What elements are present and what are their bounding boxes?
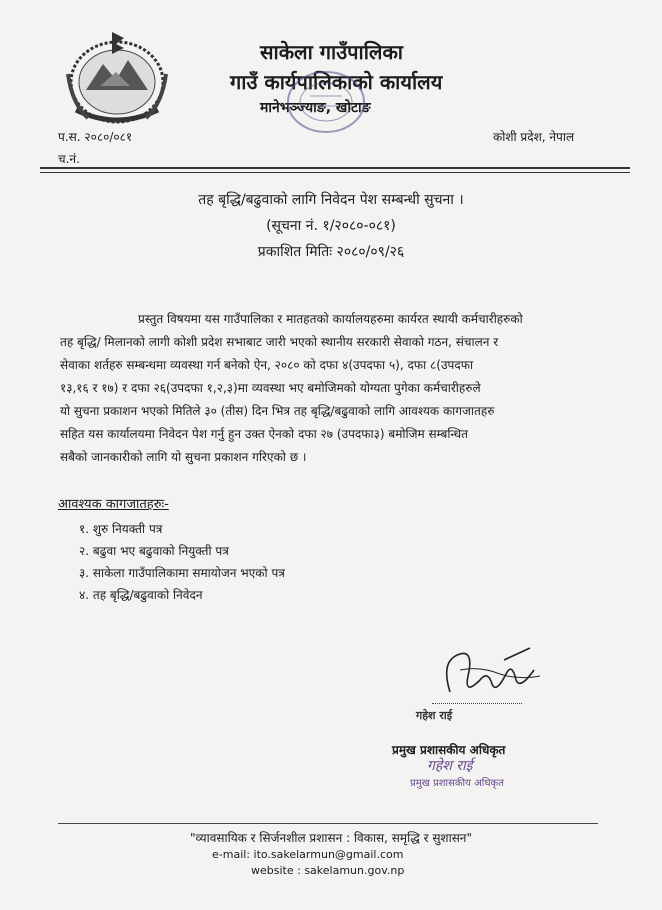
requirement-item: ३. साकेला गाउँपालिकामा समायोजन भएको पत्र: [79, 566, 285, 580]
signer-handwritten-name: गहेश राई: [416, 709, 453, 722]
office-seal-icon: [280, 66, 372, 138]
header-divider: [40, 167, 630, 169]
stamp-title: प्रमुख प्रशासकीय अधिकृत: [410, 778, 504, 789]
stamp-name: गहेश राई: [427, 758, 473, 774]
dispatch-number: च.नं.: [58, 152, 80, 166]
body-line: १३,१६ र १७) र दफा २६(उपदफा १,२,३)मा व्यवस्था भए बमोजिमको योग्यता पुगेका कर्मचारीहरुले: [60, 381, 481, 395]
office-name: गाउँ कार्यपालिकाको कार्यालय: [230, 70, 443, 94]
requirements-heading: आवश्यक कागजातहरुः-: [58, 497, 169, 512]
footer-slogan: "व्यावसायिक र सिर्जनशील प्रशासन : विकास, समृद्धि र सुशासन": [190, 831, 472, 845]
notice-number: (सूचना नं. १/२०८०-०८१): [266, 218, 396, 234]
footer-email: e-mail: ito.sakelarmun@gmail.com: [212, 848, 404, 861]
footer-divider: [58, 823, 598, 824]
municipality-name: साकेला गाउँपालिका: [260, 40, 403, 64]
header-divider-thin: [40, 172, 630, 173]
signature-icon: [430, 640, 550, 710]
publication-date: प्रकाशित मितिः २०८०/०९/२६: [257, 244, 405, 260]
letter-reference-number: प.स. २०८०/०८१: [58, 130, 133, 144]
body-line: तह बृद्धि/ मिलानको लागी कोशी प्रदेश सभाबाट जारी भएको स्थानीय सरकारी सेवाको गठन, संचालन र: [60, 335, 499, 349]
requirement-item: २. बढुवा भए बढुवाको नियुक्ती पत्र: [79, 544, 229, 558]
body-line: यो सुचना प्रकाशन भएको मितिले ३० (तीस) दिन भित्र तह बृद्धि/बढुवाको लागि आवश्यक कागजातहरु: [60, 404, 495, 418]
province-label: कोशी प्रदेश, नेपाल: [493, 130, 575, 144]
requirement-item: ४. तह बृद्धि/बढुवाको निवेदन: [79, 588, 203, 602]
notice-title: तह बृद्धि/बढुवाको लागि निवेदन पेश सम्बन्धी सुचना ।: [198, 192, 464, 208]
nepal-emblem-icon: [58, 24, 176, 132]
body-line: सबैको जानकारीको लागि यो सुचना प्रकाशन गरिएको छ ।: [60, 450, 307, 464]
requirement-item: १. शुरु नियक्ती पत्र: [79, 522, 163, 536]
body-line: सहित यस कार्यालयमा निवेदन पेश गर्नु हुन उक्त ऐनको दफा २७ (उपदफा३) बमोजिम सम्बन्धित: [60, 427, 469, 441]
signature-line: [432, 703, 522, 704]
body-line: प्रस्तुत विषयमा यस गाउँपालिका र मातहतको कार्यालयहरुमा कार्यरत स्थायी कर्मचारीहरुको: [138, 312, 523, 326]
office-address: मानेभञ्ज्याङ, खोटाङ: [260, 100, 371, 116]
body-line: सेवाका शर्तहरु सम्बन्धमा व्यवस्था गर्न बनेको ऐन, २०८० को दफा ४(उपदफा ५), दफा ८(उपदफा: [60, 358, 474, 372]
signer-title: प्रमुख प्रशासकीय अधिकृत: [392, 743, 506, 757]
footer-website: website : sakelamun.gov.np: [251, 864, 405, 877]
